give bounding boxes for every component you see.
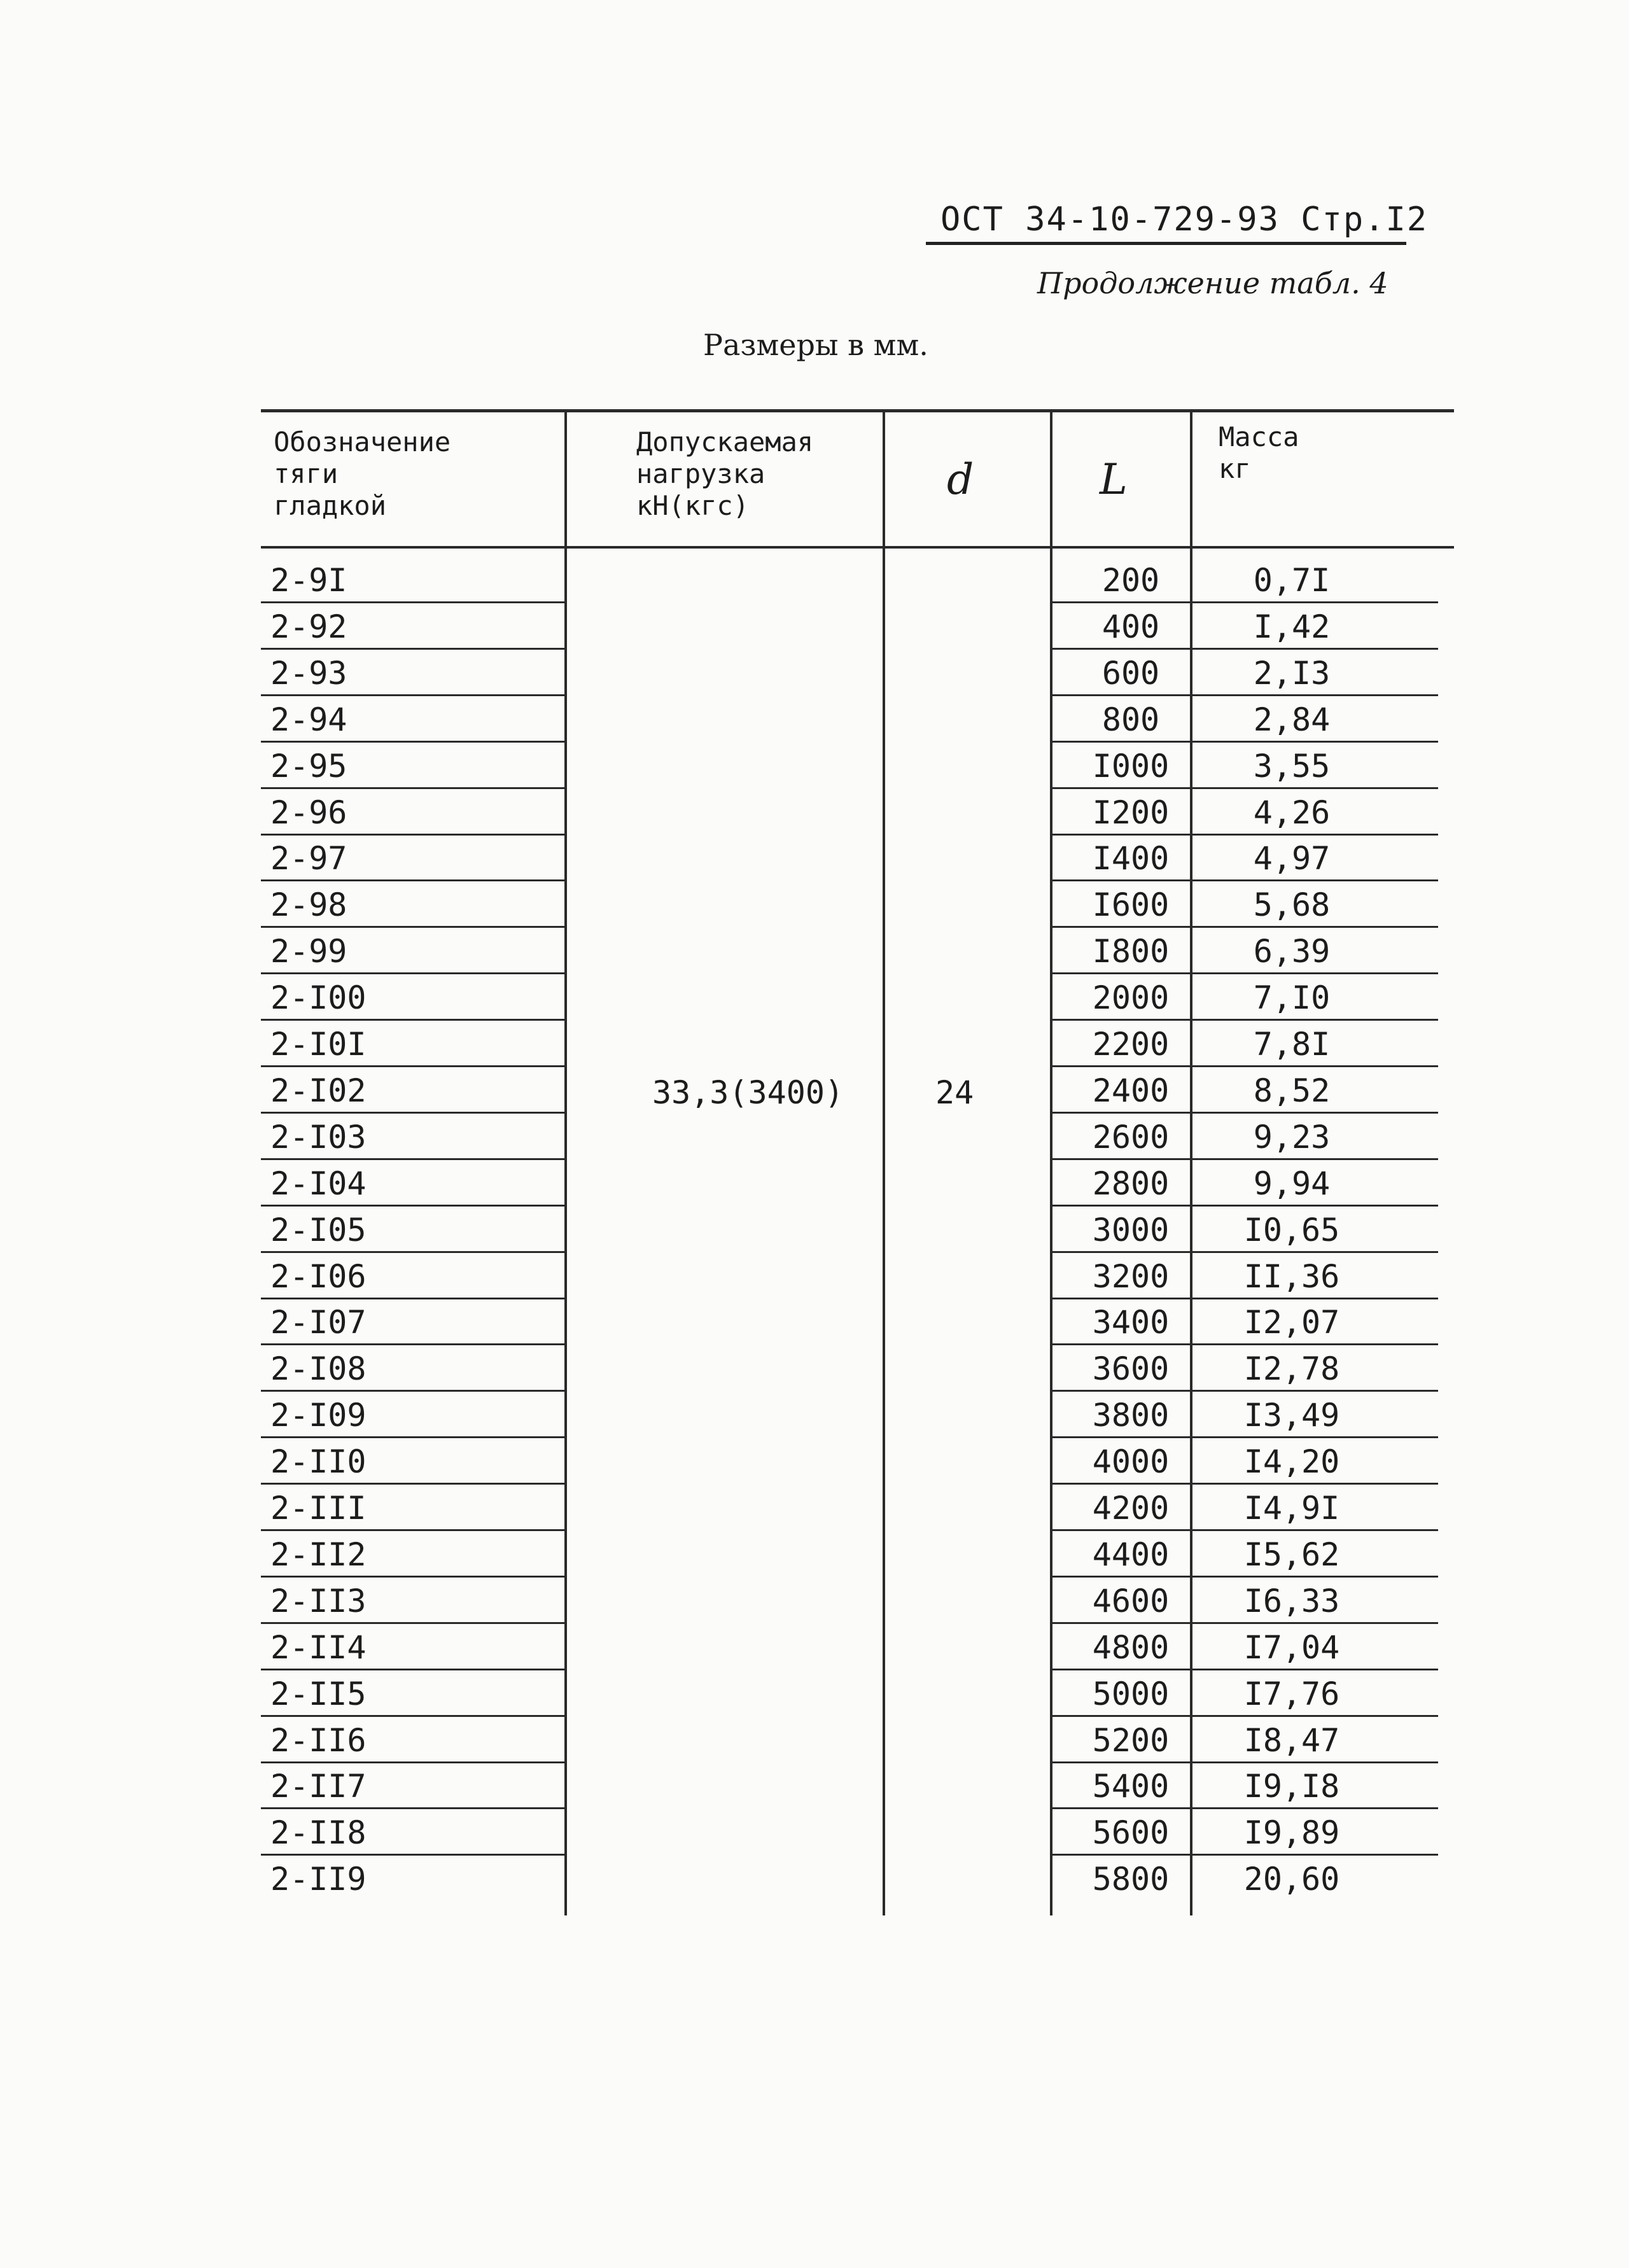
row-length: 400	[1101, 608, 1160, 645]
row-designation: 2-I07	[270, 1304, 367, 1341]
row-rule-right	[1051, 1112, 1438, 1114]
row-rule-left	[261, 601, 565, 603]
row-length: 5600	[1092, 1814, 1170, 1851]
row-mass: I4,9I	[1243, 1490, 1340, 1527]
row-length: 3800	[1092, 1397, 1170, 1434]
row-rule-right	[1051, 1251, 1438, 1253]
row-mass: I9,I8	[1243, 1768, 1340, 1805]
row-rule-left	[261, 648, 565, 650]
row-rule-right	[1051, 1158, 1438, 1160]
row-rule-left	[261, 879, 565, 881]
row-designation: 2-92	[270, 608, 347, 645]
header-bottom-rule	[261, 546, 1454, 549]
row-rule-right	[1051, 787, 1438, 789]
row-rule-left	[261, 694, 565, 696]
row-length: 2000	[1092, 979, 1170, 1016]
row-mass: I9,89	[1243, 1814, 1340, 1851]
row-mass: 2,84	[1253, 701, 1331, 738]
row-length: 2400	[1092, 1072, 1170, 1109]
row-mass: 9,23	[1253, 1119, 1331, 1156]
row-designation: 2-II3	[270, 1583, 367, 1620]
row-rule-left	[261, 1019, 565, 1021]
row-length: 3000	[1092, 1212, 1170, 1249]
row-length: 5400	[1092, 1768, 1170, 1805]
row-length: 4000	[1092, 1443, 1170, 1480]
row-length: 3400	[1092, 1304, 1170, 1341]
row-designation: 2-I05	[270, 1212, 367, 1249]
row-mass: 4,97	[1253, 840, 1331, 877]
row-mass: 3,55	[1253, 748, 1331, 785]
row-rule-left	[261, 1112, 565, 1114]
row-mass: 6,39	[1253, 933, 1331, 970]
row-mass: 7,I0	[1253, 979, 1331, 1016]
row-designation: 2-II2	[270, 1536, 367, 1573]
row-rule-right	[1051, 1529, 1438, 1531]
row-rule-left	[261, 1158, 565, 1160]
row-mass: I4,20	[1243, 1443, 1340, 1480]
row-designation: 2-I0I	[270, 1026, 367, 1063]
row-mass: I7,76	[1243, 1676, 1340, 1712]
row-designation: 2-II9	[270, 1861, 367, 1898]
row-mass: 2,I3	[1253, 655, 1331, 692]
row-mass: 0,7I	[1253, 562, 1331, 599]
row-length: 3600	[1092, 1350, 1170, 1387]
row-designation: 2-I06	[270, 1258, 367, 1295]
row-designation: 2-I09	[270, 1397, 367, 1434]
row-length: 4200	[1092, 1490, 1170, 1527]
row-rule-left	[261, 1483, 565, 1485]
row-rule-right	[1051, 879, 1438, 881]
row-rule-left	[261, 1622, 565, 1624]
header-load: Допускаемая нагрузка кН(кгс)	[636, 426, 814, 521]
row-rule-right	[1051, 1205, 1438, 1207]
row-rule-right	[1051, 1436, 1438, 1438]
row-designation: 2-I04	[270, 1165, 367, 1202]
row-mass: 7,8I	[1253, 1026, 1331, 1063]
row-rule-left	[261, 1807, 565, 1809]
row-rule-left	[261, 926, 565, 928]
row-length: 2600	[1092, 1119, 1170, 1156]
row-mass: I8,47	[1243, 1722, 1340, 1759]
row-rule-right	[1051, 1807, 1438, 1809]
row-rule-left	[261, 1669, 565, 1670]
row-rule-left	[261, 972, 565, 974]
row-rule-left	[261, 1576, 565, 1578]
row-mass: 5,68	[1253, 886, 1331, 923]
row-designation: 2-III	[270, 1490, 367, 1527]
row-rule-left	[261, 1529, 565, 1531]
row-rule-right	[1051, 648, 1438, 650]
doc-code: ОСТ 34-10-729-93 Стр.I2	[940, 200, 1429, 239]
row-designation: 2-95	[270, 748, 347, 785]
row-designation: 2-I08	[270, 1350, 367, 1387]
row-length: I400	[1092, 840, 1170, 877]
row-mass: 20,60	[1243, 1861, 1340, 1898]
row-rule-right	[1051, 926, 1438, 928]
row-length: 3200	[1092, 1258, 1170, 1295]
row-rule-left	[261, 1436, 565, 1438]
row-length: I200	[1092, 794, 1170, 831]
row-rule-left	[261, 787, 565, 789]
row-length: 4600	[1092, 1583, 1170, 1620]
row-rule-right	[1051, 1622, 1438, 1624]
row-rule-right	[1051, 601, 1438, 603]
row-length: I000	[1092, 748, 1170, 785]
table-top-rule	[261, 409, 1454, 412]
row-designation: 2-97	[270, 840, 347, 877]
column-divider-2	[883, 409, 885, 1915]
row-rule-right	[1051, 1390, 1438, 1392]
header-mass: Масса кг	[1219, 421, 1299, 484]
row-designation: 2-II5	[270, 1676, 367, 1712]
row-rule-left	[261, 1343, 565, 1345]
row-rule-right	[1051, 1854, 1438, 1856]
row-designation: 2-94	[270, 701, 347, 738]
row-designation: 2-9I	[270, 562, 347, 599]
row-rule-left	[261, 1715, 565, 1717]
row-rule-right	[1051, 1715, 1438, 1717]
row-length: I800	[1092, 933, 1170, 970]
row-rule-right	[1051, 1669, 1438, 1670]
header-length: L	[1100, 455, 1128, 504]
row-designation: 2-96	[270, 794, 347, 831]
row-mass: I3,49	[1243, 1397, 1340, 1434]
row-length: 2200	[1092, 1026, 1170, 1063]
row-rule-left	[261, 1065, 565, 1067]
row-rule-right	[1051, 1483, 1438, 1485]
column-divider-4	[1190, 409, 1192, 1915]
row-designation: 2-93	[270, 655, 347, 692]
units-note: Размеры в мм.	[703, 328, 928, 362]
row-mass: I7,04	[1243, 1629, 1340, 1666]
d-value: 24	[935, 1074, 974, 1111]
row-mass: I6,33	[1243, 1583, 1340, 1620]
row-length: 4800	[1092, 1629, 1170, 1666]
row-rule-right	[1051, 1576, 1438, 1578]
row-length: 200	[1101, 562, 1160, 599]
row-designation: 2-II0	[270, 1443, 367, 1480]
row-mass: I5,62	[1243, 1536, 1340, 1573]
column-divider-1	[564, 409, 567, 1915]
row-rule-left	[261, 741, 565, 743]
row-rule-right	[1051, 1343, 1438, 1345]
row-designation: 2-II4	[270, 1629, 367, 1666]
row-designation: 2-II6	[270, 1722, 367, 1759]
row-rule-left	[261, 1854, 565, 1856]
row-mass: I0,65	[1243, 1212, 1340, 1249]
row-length: 5000	[1092, 1676, 1170, 1712]
row-rule-right	[1051, 1019, 1438, 1021]
row-rule-right	[1051, 694, 1438, 696]
row-mass: 8,52	[1253, 1072, 1331, 1109]
row-length: 5800	[1092, 1861, 1170, 1898]
load-value: 33,3(3400)	[652, 1074, 844, 1111]
row-length: 5200	[1092, 1722, 1170, 1759]
row-rule-left	[261, 1390, 565, 1392]
header-d: d	[947, 455, 974, 504]
row-mass: I,42	[1253, 608, 1331, 645]
row-rule-right	[1051, 972, 1438, 974]
row-designation: 2-I02	[270, 1072, 367, 1109]
row-mass: I2,07	[1243, 1304, 1340, 1341]
row-designation: 2-I03	[270, 1119, 367, 1156]
row-designation: 2-II7	[270, 1768, 367, 1805]
row-designation: 2-I00	[270, 979, 367, 1016]
table-continuation-label: Продолжение табл. 4	[1037, 266, 1388, 300]
row-length: 4400	[1092, 1536, 1170, 1573]
row-designation: 2-98	[270, 886, 347, 923]
row-rule-left	[261, 1205, 565, 1207]
row-rule-left	[261, 1251, 565, 1253]
row-rule-right	[1051, 1065, 1438, 1067]
row-rule-right	[1051, 741, 1438, 743]
row-mass: II,36	[1243, 1258, 1340, 1295]
row-mass: 4,26	[1253, 794, 1331, 831]
row-length: 600	[1101, 655, 1160, 692]
row-length: 2800	[1092, 1165, 1170, 1202]
header-designation: Обозначение тяги гладкой	[274, 426, 451, 521]
row-length: 800	[1101, 701, 1160, 738]
row-designation: 2-99	[270, 933, 347, 970]
row-mass: 9,94	[1253, 1165, 1331, 1202]
row-mass: I2,78	[1243, 1350, 1340, 1387]
column-divider-3	[1050, 409, 1052, 1915]
row-designation: 2-II8	[270, 1814, 367, 1851]
row-length: I600	[1092, 886, 1170, 923]
